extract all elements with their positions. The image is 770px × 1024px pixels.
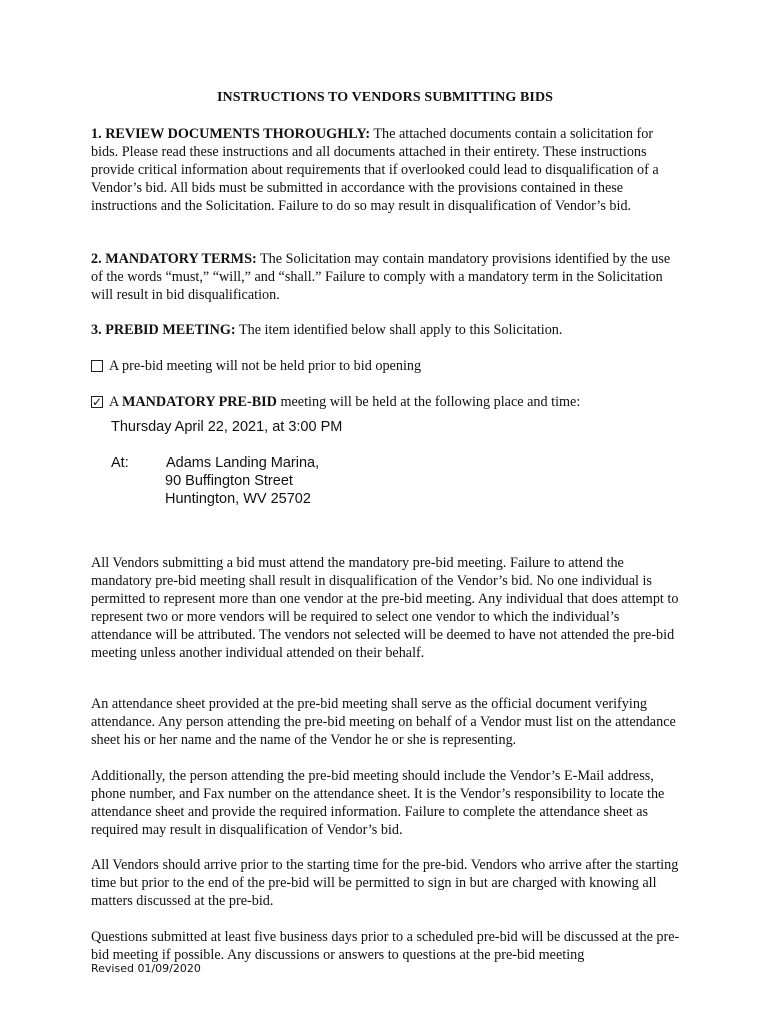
option-label: A MANDATORY PRE-BID meeting will be held at the following place and time: xyxy=(109,394,581,410)
revision-footer: Revised 01/09/2020 xyxy=(91,962,201,975)
meeting-location-label: At: xyxy=(111,455,129,471)
unchecked-checkbox[interactable] xyxy=(91,360,103,372)
option-label: A pre-bid meeting will not be held prior to bid opening xyxy=(109,358,422,374)
option-no-prebid[interactable] xyxy=(91,357,421,375)
paragraph-contact-info: Additionally, the person attending the pre-bid meeting should include the Vendor’s E-Mail address, phone number, and Fax number on the attendance sheet. It is the Vendor’s responsibility to locate the attendance sheet and provide the required information. Failure to complete the attendance sheet as required may result in disqualification of Vendor’s bid. xyxy=(91,768,665,838)
meeting-address-line3: Huntington, WV 25702 xyxy=(165,491,311,507)
paragraph-arrival: All Vendors should arrive prior to the starting time for the pre-bid. Vendors who arrive after the starting time but prior to the end of the pre-bid will be permitted to sign in but are charged with knowing all matters discussed at the pre-bid. xyxy=(91,857,679,909)
paragraph-questions: Questions submitted at least five business days prior to a scheduled pre-bid will be discussed at the pre-bid meeting if possible. Any discussions or answers to questions at the pre-bid meeting xyxy=(91,929,680,963)
meeting-datetime: Thursday April 22, 2021, at 3:00 PM xyxy=(111,419,343,435)
checked-checkbox[interactable]: ✓ xyxy=(91,395,103,409)
section-body: The item identified below shall apply to this Solicitation. xyxy=(235,322,563,338)
section-heading: 2. MANDATORY TERMS: xyxy=(91,251,257,267)
option-mandatory-prebid[interactable] xyxy=(91,393,580,411)
section-prebid-meeting xyxy=(91,321,681,339)
paragraph-attendance-sheet: An attendance sheet provided at the pre-bid meeting shall serve as the official document verifying attendance. Any person attending the pre-bid meeting on behalf of a Vendor must list on the attendance sheet his or her name and the name of the Vendor he or she is representing. xyxy=(91,696,676,748)
section-mandatory-terms xyxy=(91,250,681,304)
section-heading: 3. PREBID MEETING: xyxy=(91,322,236,338)
section-review-documents xyxy=(91,125,681,215)
document-title: INSTRUCTIONS TO VENDORS SUBMITTING BIDS xyxy=(216,90,554,105)
paragraph-attendance-required: All Vendors submitting a bid must attend the mandatory pre-bid meeting. Failure to attend the mandatory pre-bid meeting shall result in disqualification of the Vendor’s bid. No one individual is permitted to represent more than one vendor at the pre-bid meeting. Any individual that does attempt to represent two or more vendors will be required to select one vendor to which the individual’s attendance will be attributed. The vendors not selected will be deemed to have not attended the pre-bid meeting unless another individual attended on their behalf. xyxy=(91,555,679,661)
section-body: The attached documents contain a solicitation for bids. Please read these instructions and all documents attached in their entirety. These instructions provide critical information about requirements that if overlooked could lead to disqualification of a Vendor’s bid. All bids must be submitted in accordance with the provisions contained in these instructions and the Solicitation. Failure to do so may result in disqualification of Vendor’s bid. xyxy=(91,126,659,214)
meeting-address-line2: 90 Buffington Street xyxy=(165,473,293,489)
meeting-address-line1: Adams Landing Marina, xyxy=(166,455,320,471)
section-body: The Solicitation may contain mandatory provisions identified by the use of the words “must,” “will,” and “shall.” Failure to comply with a mandatory term in the Solicitation will result in bid disqualification. xyxy=(91,251,671,303)
section-heading: 1. REVIEW DOCUMENTS THOROUGHLY: xyxy=(91,126,371,142)
